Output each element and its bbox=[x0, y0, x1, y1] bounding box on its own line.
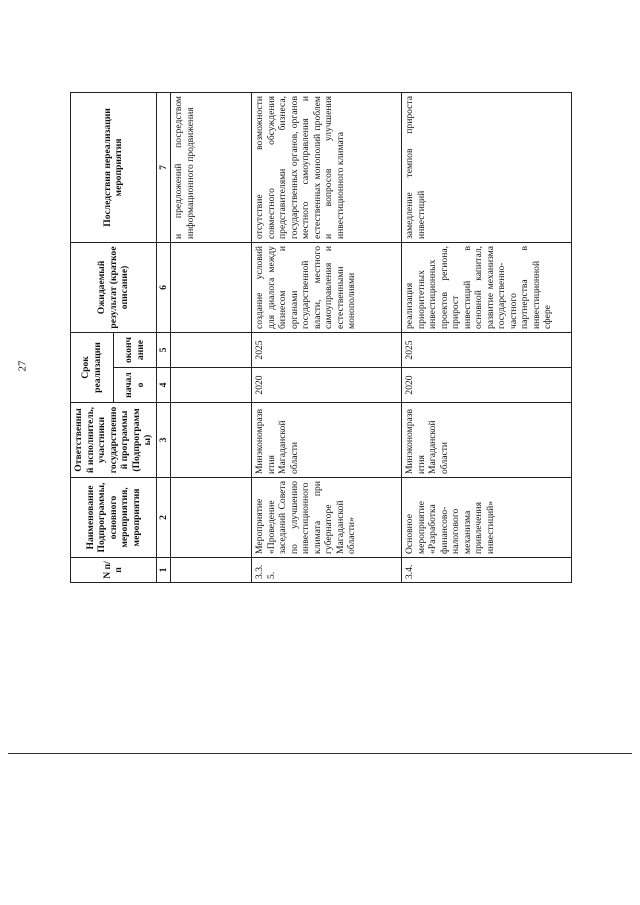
header-name: Наименование Подпрограммы, основного мероприятия, мероприятия bbox=[71, 478, 157, 558]
column-number: 1 bbox=[156, 558, 171, 583]
row-start: 2020 bbox=[252, 368, 402, 403]
row-num bbox=[171, 558, 252, 583]
row-result bbox=[171, 242, 252, 332]
header-period: Срок реализации bbox=[71, 332, 114, 402]
row-result: создание условий для диалога между бизнесом и органами государственной власти, местного самоуправления и естественными монополиями bbox=[252, 242, 402, 332]
table-row bbox=[252, 92, 402, 582]
row-consequences: и предложений посредством информационного продвижения bbox=[171, 92, 252, 242]
column-numbers-row bbox=[156, 92, 171, 582]
table-row bbox=[171, 92, 252, 582]
row-start bbox=[171, 368, 252, 403]
row-end: 2025 bbox=[402, 332, 572, 367]
column-number: 6 bbox=[156, 242, 171, 332]
bottom-divider-line bbox=[8, 753, 632, 754]
page-number bbox=[16, 356, 28, 376]
activities-table bbox=[70, 92, 572, 583]
column-number: 4 bbox=[156, 368, 171, 403]
header-consequences: Последствия нереализации мероприятия bbox=[71, 92, 157, 242]
row-executor: Минэкономразвития Магаданской области bbox=[252, 403, 402, 478]
header-start: начало bbox=[113, 368, 156, 403]
header-row bbox=[71, 92, 114, 582]
header-end: окончание bbox=[113, 332, 156, 367]
rotated-table-wrapper bbox=[70, 93, 590, 583]
row-executor bbox=[171, 403, 252, 478]
row-result: реализация приоритетных инвестиционных проектов региона, прирост инвестиций в основной капитал, развитие механизма государственно-частного партнерства в инвестиционной сфере bbox=[402, 242, 572, 332]
column-number: 2 bbox=[156, 478, 171, 558]
column-number: 5 bbox=[156, 332, 171, 367]
header-num: N п/п bbox=[71, 558, 157, 583]
row-start: 2020 bbox=[402, 368, 572, 403]
row-num: 3.4. bbox=[402, 558, 572, 583]
row-executor: Минэкономразвития Магаданской области bbox=[402, 403, 572, 478]
row-end: 2025 bbox=[252, 332, 402, 367]
row-name: Основное мероприятие «Разработка финансово-налогового механизма привлечения инвестиций» bbox=[402, 478, 572, 558]
row-consequences: отсутствие возможности совместного обсуждения представителями бизнеса, государственных органов, органов местного самоуправления и естественных монополий проблем и вопросов улучшения инвестиционного климата bbox=[252, 92, 402, 242]
row-end bbox=[171, 332, 252, 367]
column-number: 3 bbox=[156, 403, 171, 478]
row-name bbox=[171, 478, 252, 558]
header-result: Ожидаемый результат (краткое описание) bbox=[71, 242, 157, 332]
row-num: 3.3.5. bbox=[252, 558, 402, 583]
row-consequences: замедление темпов прироста инвестиций bbox=[402, 92, 572, 242]
table-row bbox=[402, 92, 572, 582]
row-name: Мероприятие «Проведение заседаний Совета по улучшению инвестиционного климата при губернаторе Магаданской области» bbox=[252, 478, 402, 558]
page-number-text: 27 bbox=[16, 360, 28, 372]
header-executor: Ответственный исполнитель, участники государственной программы (Подпрограммы) bbox=[71, 403, 157, 478]
column-number: 7 bbox=[156, 92, 171, 242]
